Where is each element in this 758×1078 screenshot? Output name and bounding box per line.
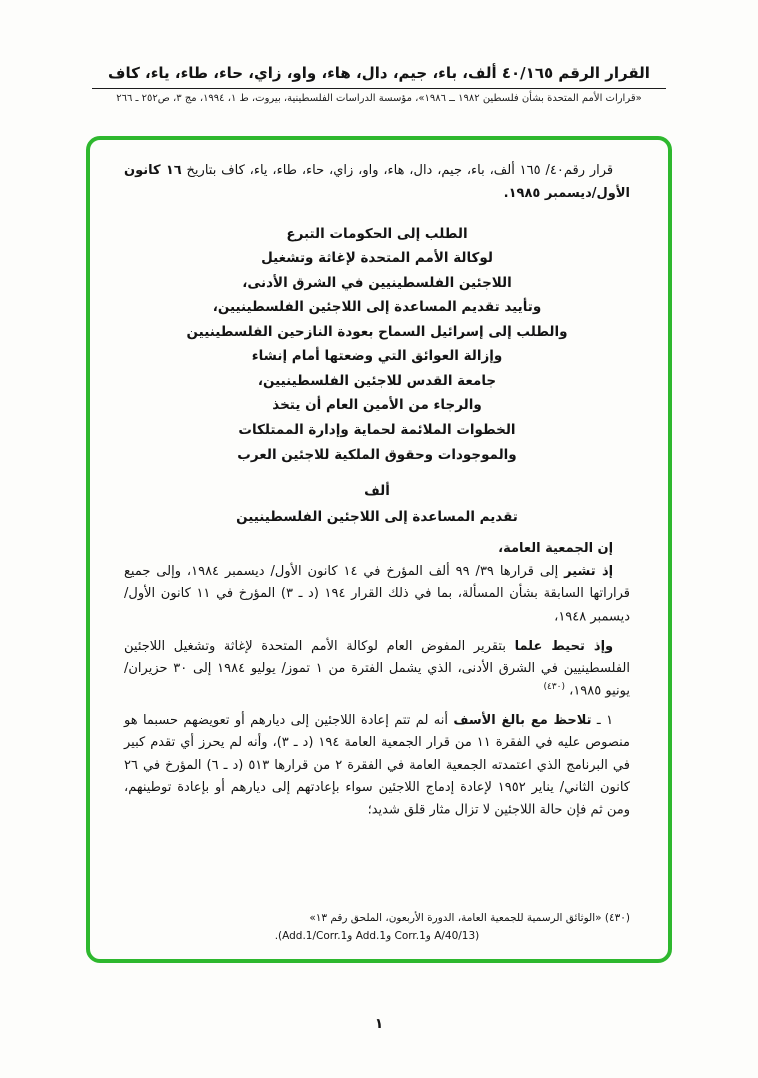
footnote-block (124, 902, 630, 945)
section-letter: ألف (364, 483, 390, 500)
preamble-paragraph-1 (124, 561, 630, 628)
footnote-ref: (٤٣٠) (543, 682, 565, 693)
resolution-title-line: اللاجئين الفلسطينيين في الشرق الأدنى، (242, 274, 512, 291)
paragraph-lead: وإذ تحيط علما (514, 638, 614, 654)
resolution-title-line: جامعة القدس للاجئين الفلسطينيين، (257, 372, 497, 389)
resolution-title-line: والموجودات وحقوق الملكية للاجئين العرب (237, 446, 517, 463)
document-title: القرار الرقم ٤٠/١٦٥ ألف، باء، جيم، دال، هاء، واو، زاي، حاء، طاء، ياء، كاف (108, 64, 650, 82)
resolution-title-line: وإزالة العوائق التي وضعتها أمام إنشاء (251, 348, 503, 365)
footnote-line-2: (A/40/13 وCorr.1 وAdd.1 وAdd.1/Corr.1). (274, 929, 480, 942)
footnote-line-1: (٤٣٠) «الوثائق الرسمية للجمعية العامة، الدورة الأربعون، الملحق رقم ١٣» (309, 912, 630, 925)
operative-paragraph-1 (124, 710, 630, 822)
paragraph-text: أنه لم تتم إعادة اللاجئين إلى ديارهم أو تعويضهم حسبما هو منصوص عليه في الفقرة ١١ من قرار الجمعية العامة ١٩٤ (د ـ ٣)، وأنه لم يحرز أي تقدم كبير في البرنامج الذي اعتمدته الجمعية العامة في الفقرة ٢ من قرارها ٥١٣ (د ـ ٦) المؤرخ في ٢٦ كانون الثاني/ يناير ١٩٥٢ لإعادة إدماج اللاجئين سواء بإعادتهم إلى ديارهم أو بإعادة توطينهم، ومن ثم فإن حالة اللاجئين لا تزال مثار قلق شديد؛ (124, 712, 630, 818)
document-header (0, 64, 758, 104)
resolution-title-line: لوكالة الأمم المتحدة لإغاثة وتشغيل (261, 250, 493, 267)
paragraph-text: إلى قرارها ٣٩/ ٩٩ ألف المؤرخ في ١٤ كانون الأول/ ديسمبر ١٩٨٤، وإلى جميع قراراتها السابقة بشأن المسألة، بما في ذلك القرار ١٩٤ (د ـ ٣) المؤرخ في ١١ كانون الأول/ ديسمبر ١٩٤٨، (124, 564, 630, 625)
paragraph-lead: إذ تشير (564, 564, 614, 580)
preamble-paragraph-2 (124, 636, 630, 703)
resolution-title-line: الخطوات الملائمة لحماية وإدارة الممتلكات (238, 422, 516, 438)
paragraph-text: بتقرير المفوض العام لوكالة الأمم المتحدة لإغاثة وتشغيل اللاجئين الفلسطينيين في الشرق الأدنى، الذي يشمل الفترة من ١ تموز/ يوليو ١٩٨٤ إلى ٣٠ حزيران/ يونيو ١٩٨٥، (124, 638, 630, 699)
intro-text: قرار رقم٤٠/ ١٦٥ ألف، باء، جيم، دال، هاء، واو، زاي، حاء، طاء، ياء، كاف بتاريخ (181, 163, 614, 178)
page-number: ١ (374, 1016, 384, 1032)
resolution-intro (124, 160, 630, 206)
header-divider (92, 88, 666, 89)
resolution-title-line: وتأييد تقديم المساعدة إلى اللاجئين الفلسطينيين، (212, 299, 542, 316)
intro-date: ١٦ كانون الأول/ديسمبر ١٩٨٥. (124, 163, 630, 201)
document-source-line: «قرارات الأمم المتحدة بشأن فلسطين ١٩٨٢ ــ ١٩٨٦»، مؤسسة الدراسات الفلسطينية، بيروت، ط ١، ١٩٩٤، مج ٣، ص٢٥٢ ـ ٢٦٦ (116, 93, 642, 104)
resolution-box (86, 136, 672, 963)
paragraph-lead: تلاحظ مع بالغ الأسف (453, 712, 592, 728)
resolution-title-block (124, 222, 630, 468)
resolution-title-line: والطلب إلى إسرائيل السماح بعودة النازحين الفلسطينيين (186, 323, 568, 340)
resolution-title-line: الطلب إلى الحكومات التبرع (286, 225, 468, 242)
preamble-opening: إن الجمعية العامة، (498, 541, 614, 557)
section-title: تقديم المساعدة إلى اللاجئين الفلسطينيين (236, 509, 518, 526)
resolution-title-line: والرجاء من الأمين العام أن يتخذ (272, 397, 482, 414)
paragraph-number: ١ ـ (591, 712, 614, 728)
